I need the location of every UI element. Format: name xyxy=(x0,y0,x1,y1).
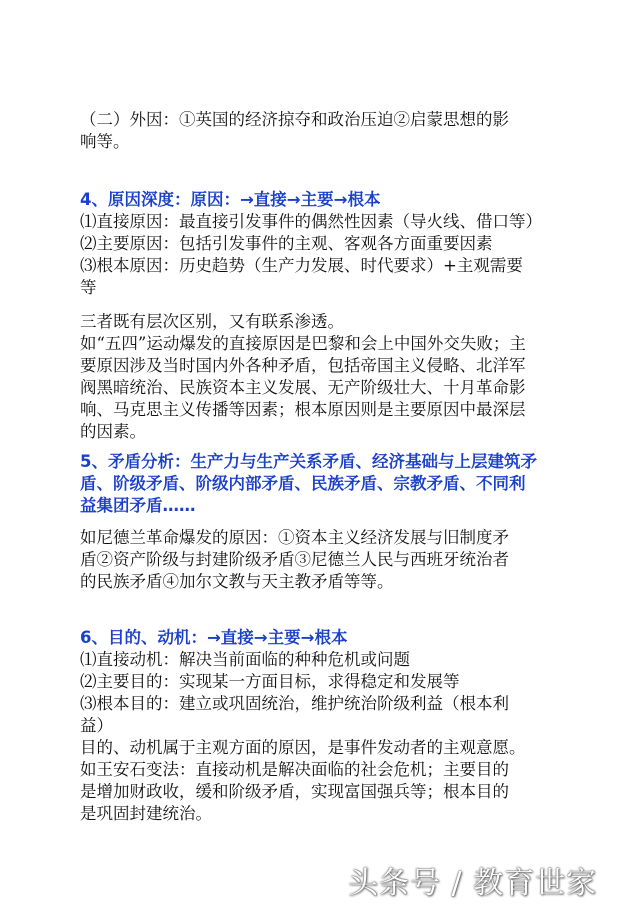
motive-item-2: ⑵主要目的：实现某一方面目标，求得稳定和发展等 xyxy=(80,672,460,691)
section-5-heading-line-3: 益集团矛盾…… xyxy=(80,496,196,515)
external-cause-line-2: 响等。 xyxy=(80,132,130,151)
section-6-heading: 6、目的、动机：→直接→主要→根本 xyxy=(80,628,348,647)
depth-example-line-2: 要原因涉及当时国内外各种矛盾，包括帝国主义侵略、北洋军 xyxy=(80,356,526,375)
motive-text-line-3: 是增加财政收，缓和阶级矛盾，实现富国强兵等；根本目的 xyxy=(80,782,509,801)
depth-item-2: ⑵主要原因：包括引发事件的主观、客观各方面重要因素 xyxy=(80,234,493,253)
motive-item-1: ⑴直接动机：解决当前面临的种种危机或问题 xyxy=(80,650,410,669)
contradiction-example-line-2: 盾②资产阶级与封建阶级矛盾③尼德兰人民与西班牙统治者 xyxy=(80,550,509,569)
depth-note: 三者既有层次区别，又有联系渗透。 xyxy=(80,312,344,331)
watermark: 头条号 / 教育世家 xyxy=(348,866,598,901)
motive-text-line-2: 如王安石变法：直接动机是解决面临的社会危机；主要目的 xyxy=(80,760,509,779)
section-5-heading-line-2: 盾、阶级矛盾、阶级内部矛盾、民族矛盾、宗教矛盾、不同利 xyxy=(80,474,526,493)
section-4-heading: 4、原因深度：原因：→直接→主要→根本 xyxy=(80,190,381,209)
motive-text-line-1: 目的、动机属于主观方面的原因，是事件发动者的主观意愿。 xyxy=(80,738,526,757)
depth-example-line-1: 如“五四”运动爆发的直接原因是巴黎和会上中国外交失败；主 xyxy=(80,334,526,353)
motive-item-3: ⑶根本目的：建立或巩固统治，维护统治阶级利益（根本利 xyxy=(80,694,509,713)
contradiction-example-line-3: 的民族矛盾④加尔文教与天主教矛盾等等。 xyxy=(80,572,394,591)
depth-example-line-4: 响、马克思主义传播等因素；根本原因则是主要原因中最深层 xyxy=(80,400,526,419)
motive-text-line-4: 是巩固封建统治。 xyxy=(80,804,212,823)
contradiction-example-line-1: 如尼德兰革命爆发的原因：①资本主义经济发展与旧制度矛 xyxy=(80,528,509,547)
depth-item-1: ⑴直接原因：最直接引发事件的偶然性因素（导火线、借口等） xyxy=(80,212,542,231)
depth-example-line-3: 阀黑暗统治、民族资本主义发展、无产阶级壮大、十月革命影 xyxy=(80,378,526,397)
external-cause-line-1: （二）外因：①英国的经济掠夺和政治压迫②启蒙思想的影 xyxy=(80,110,509,129)
depth-example-line-5: 的因素。 xyxy=(80,422,146,441)
section-5-heading-line-1: 5、矛盾分析：生产力与生产关系矛盾、经济基础与上层建筑矛 xyxy=(80,452,537,471)
depth-item-3: ⑶根本原因：历史趋势（生产力发展、时代要求）+主观需要 xyxy=(80,256,523,275)
depth-item-3-cont: 等 xyxy=(80,278,97,297)
motive-item-3-cont: 益） xyxy=(80,716,113,735)
